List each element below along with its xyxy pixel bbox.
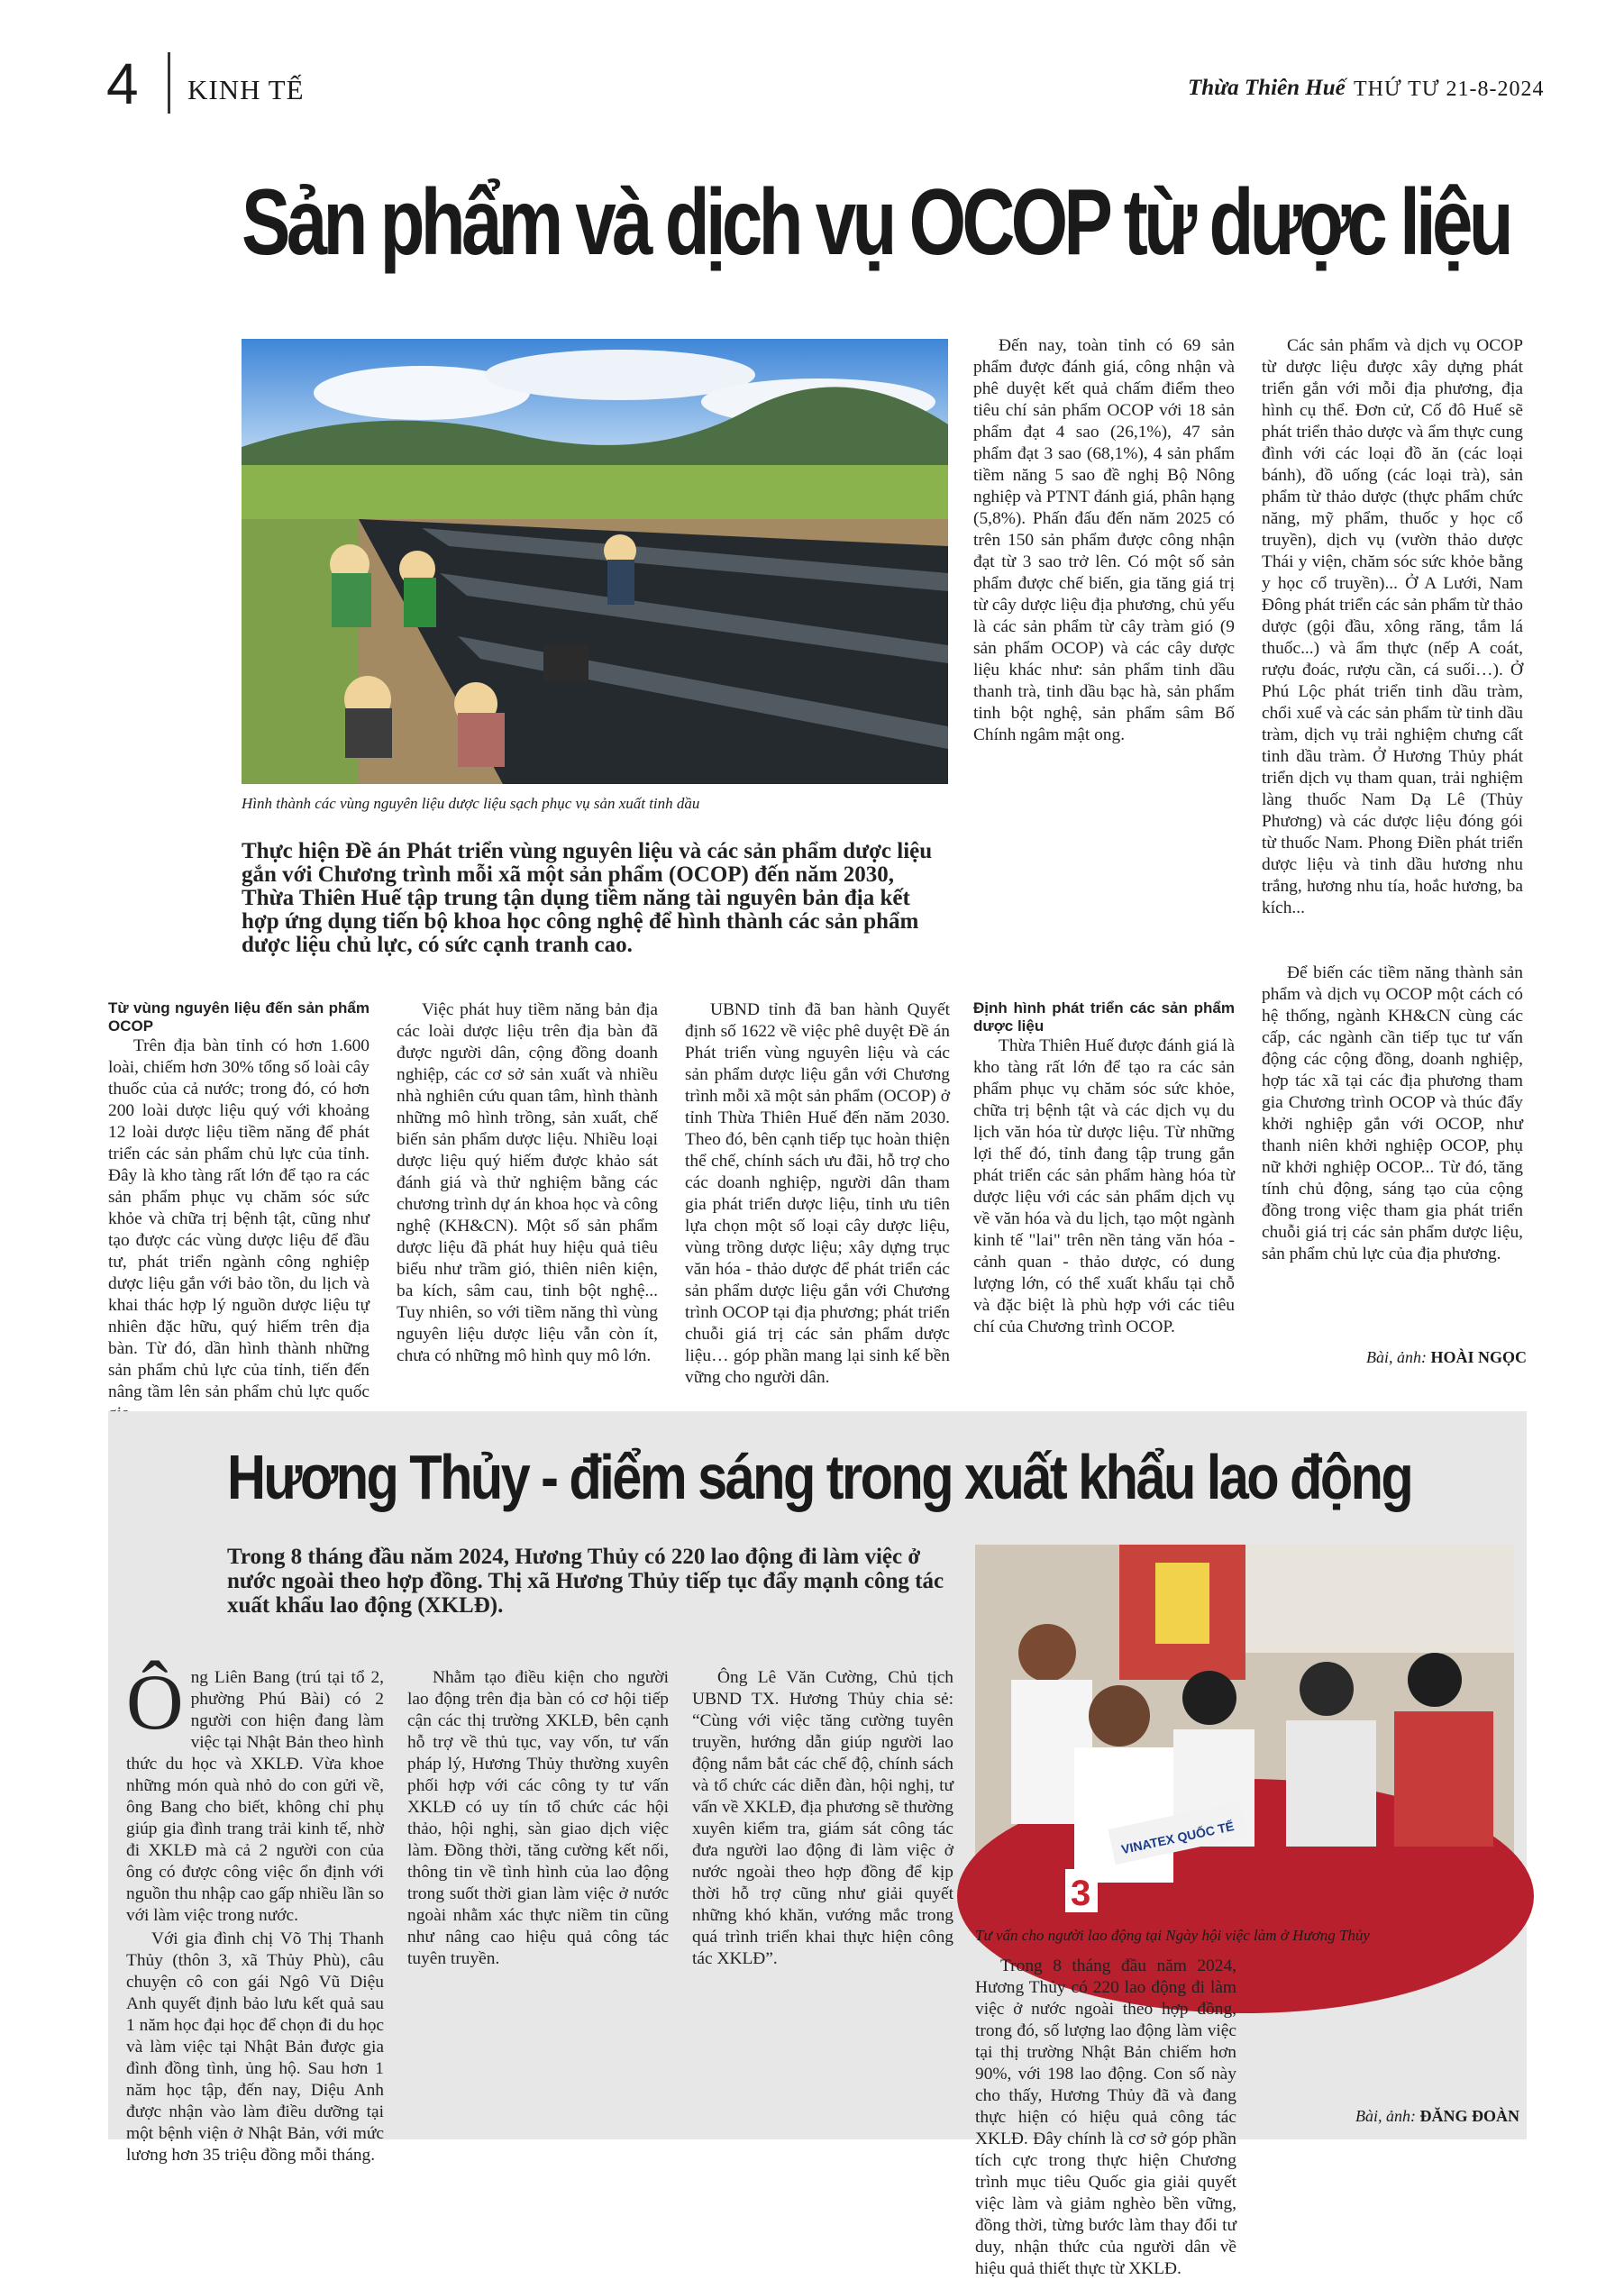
article2-dropcap: Ô	[126, 1659, 184, 1746]
issue-date: THỨ TƯ 21-8-2024	[1354, 78, 1545, 101]
article2-column-2	[407, 1667, 669, 2078]
article1-paragraph-6: Các sản phẩm và dịch vụ OCOP từ dược liệu được xây dựng phát triển gắn với mỗi địa phương, địa hình cụ thể. Đơn cử, Cố đô Huế sẽ phát triển thảo dược và ẩm thực cung đình với các loại đồ ăn (các loại bánh), đồ uống (các loại trà), sản phẩm từ thảo dược (thực phẩm chức năng, mỹ phẩm, thuốc y học cổ truyền), dịch vụ (vườn thảo dược Thái y viện, chăm sóc sức khỏe bằng y học cổ truyền)... Ở A Lưới, Nam Đông phát triển các sản phẩm từ thảo dược (gội đầu, xông răng, tắm lá thuốc...) và ẩm thực (nếp A coát, rượu đoác, rượu cần, cá suối…). Ở Phú Lộc phát triển tinh dầu tràm, chổi xuể và các sản phẩm từ tinh dầu tràm, dịch vụ trải nghiệm chưng cất tinh dầu tràm. Ở Hương Thủy phát triển dịch vụ tham quan, trải nghiệm làng thuốc Nam Dạ Lê (Thủy Phương) và các dược liệu đóng gói từ thuốc Nam. Phong Điền phát triển dược liệu và tinh dầu hương nhu trắng, hương nhu tía, hoắc hương, ba kích...	[1262, 336, 1523, 917]
article2-column-4	[975, 1956, 1236, 2278]
article1-column-4b	[973, 999, 1235, 1392]
article2-byline	[1258, 2107, 1519, 2126]
article2-paragraph-1: ng Liên Bang (trú tại tổ 2, phường Phú Bài) có 2 người con hiện đang làm việc tại Nhật Bản theo hình thức du học và XKLĐ. Vừa khoe những món quà nhỏ do con gửi về, ông Bang cho biết, không chỉ phụ giúp gia đình trang trải kinh tế, nhờ đi XKLĐ mà cả 2 người con của ông có được công việc ổn định với nguồn thu nhập cao gấp nhiều lần so với làm việc trong nước.	[126, 1668, 384, 1925]
article2-column-3	[692, 1667, 953, 2078]
newspaper-name: Thừa Thiên Huế	[1188, 76, 1346, 100]
photo-banner-text: VINATEX QUỐC TẾ	[1119, 1819, 1236, 1857]
article1-photo-herb-field	[242, 339, 948, 784]
article1-paragraph-4: Đến nay, toàn tỉnh có 69 sản phẩm được đánh giá, công nhận và phê duyệt kết quả chấm điểm theo tiêu chí sản phẩm OCOP với 18 sản phẩm đạt 4 sao (26,1%), 47 sản phẩm đạt 3 sao (68,1%), 4 sản phẩm tiềm năng 5 sao đề nghị Bộ Nông nghiệp và PTNT đánh giá, phân hạng (5,8%). Phấn đấu đến năm 2025 có trên 150 sản phẩm được công nhận đạt từ 3 sao trở lên. Có một số sản phẩm được chế biến, gia tăng giá trị từ cây dược liệu địa phương, chủ yếu là các sản phẩm từ cây tràm gió (9 sản phẩm OCOP) và các cây dược liệu khác như: sản phẩm tinh dầu thanh trà, tinh dầu bạc hà, sản phẩm tinh bột nghệ, sản phẩm sâm Bố Chính ngâm mật ong.	[973, 336, 1235, 744]
article1-column-3	[685, 999, 950, 1389]
article1-column-4	[973, 335, 1235, 962]
section-title: KINH TẾ	[187, 74, 305, 105]
article1-byline-author: HOÀI NGỌC	[1430, 1348, 1527, 1366]
article1-paragraph-1: Trên địa bàn tỉnh có hơn 1.600 loài, chiếm hơn 30% tổng số loài cây thuốc của cả nước; trong đó, có hơn 200 loài dược liệu quý với khoảng 12 loài dược liệu tiềm năng để phát triển các sản phẩm chủ lực của tỉnh. Đây là kho tàng rất lớn để tạo ra các sản phẩm phục vụ chăm sóc sức khỏe và chữa trị bệnh tật, cũng như tạo được các vùng dược liệu để đầu tư, phát triển ngành công nghiệp dược liệu gắn với bảo tồn, du lịch và khai thác hợp lý nguồn dược liệu tự nhiên đặc hữu, quý hiếm trên địa bàn. Từ đó, dần hình thành những sản phẩm chủ lực của tỉnh, tiến đến nâng tầm lên sản phẩm chủ lực quốc	[108, 1036, 370, 1401]
article2-photo-caption: Tư vấn cho người lao động tại Ngày hội việc làm ở Hương Thủy	[975, 1927, 1370, 1944]
article2-paragraph-5: Trong 8 tháng đầu năm 2024, Hương Thủy có 220 lao động đi làm việc ở nước ngoài theo hợp đồng, trong đó, số lượng lao động làm việc tại thị trường Nhật Bản chiếm hơn 90%, với 198 lao động. Con số này cho thấy, Hương Thủy đã và đang thực hiện có hiệu quả công tác XKLĐ. Đây chính là cơ sở góp phần tích cực trong thực hiện Chương trình mục tiêu Quốc gia giải quyết việc làm và giảm nghèo bền vững, đồng thời, từng bước làm thay đổi tư duy, nhận thức của người dân về hiệu quả thiết thực từ XKLĐ.	[975, 1956, 1236, 2278]
page-number: 4	[106, 51, 139, 116]
article2-byline-author: ĐĂNG ĐOÀN	[1419, 2107, 1519, 2125]
article1-column-1	[108, 999, 370, 1401]
article1-subhead-1: Từ vùng nguyên liệu đến sản phẩm OCOP	[108, 999, 370, 1035]
article1-paragraph-2: Việc phát huy tiềm năng bản địa các loài dược liệu trên địa bàn đã được người dân, cộng đồng doanh nghiệp, các cơ sở sản xuất và nhiều nhà nghiên cứu quan tâm, hình thành những mô hình trồng, sản xuất, chế biến sản phẩm dược liệu. Nhiều loại dược liệu quý hiếm được khảo sát đánh giá và thử nghiệm bằng các chương trình dự án khoa học và công nghệ (KH&CN). Một số sản phẩm dược liệu đã phát huy hiệu quả tiêu biểu như trầm gió, thiên niên kiện, ba kích, sâm cau, tinh bột nghệ... Tuy nhiên, so với tiềm năng thì vùng nguyên liệu dược liệu vẫn còn ít, chưa có những mô hình quy mô lớn.	[397, 1000, 658, 1365]
article2-paragraph-3: Nhằm tạo điều kiện cho người lao động trên địa bàn có cơ hội tiếp cận các thị trường XKLĐ, bên cạnh hỗ trợ về thủ tục, vay vốn, tư vấn pháp lý, Hương Thủy thường xuyên phối hợp với các công ty tư vấn XKLĐ có uy tín tổ chức các hội thảo, hội nghị, sàn giao dịch việc làm. Đồng thời, tăng cường kết nối, thông tin về tình hình của lao động trong suốt thời gian làm việc ở nước ngoài nhằm xác thực niềm tin cũng như nâng cao hiệu quả công tác tuyên truyền.	[407, 1668, 669, 1968]
article1-photo-caption: Hình thành các vùng nguyên liệu dược liệu sạch phục vụ sản xuất tinh dầu	[242, 795, 700, 812]
article2-photo-job-fair	[975, 1545, 1514, 1914]
article1-paragraph-3: UBND tỉnh đã ban hành Quyết định số 1622 về việc phê duyệt Đề án Phát triển vùng nguyên liệu và các sản phẩm dược liệu gắn với Chương trình mỗi xã một sản phẩm (OCOP) ở tỉnh Thừa Thiên Huế đến năm 2030. Theo đó, bên cạnh tiếp tục hoàn thiện thể chế, chính sách ưu đãi, hỗ trợ cho các doanh nghiệp, người dân tham gia phát triển dược liệu, tỉnh ưu tiên lựa chọn một số loại cây dược liệu, vùng trồng dược liệu; xây dựng trục văn hóa - thảo dược để phát triển các sản phẩm dược liệu gắn với Chương trình OCOP tại địa phương; phát triển chuỗi giá trị các sản phẩm dược liệu… góp phần mang lại sinh kế bền vững cho người dân.	[685, 1000, 950, 1387]
article2-byline-label: Bài, ảnh:	[1355, 2107, 1416, 2125]
article1-paragraph-7: Để biến các tiềm năng thành sản phẩm và dịch vụ OCOP một cách có hệ thống, ngành KH&CN cùng các cấp, các ngành cần tiếp tục tư vấn động các cộng đồng, doanh nghiệp, hợp tác xã tại các địa phương tham gia Chương trình OCOP và thúc đẩy khởi nghiệp gắn với OCOP, như thanh niên khởi nghiệp OCOP, phụ nữ khởi nghiệp OCOP... Từ đó, tăng tính chủ động, sáng tạo của cộng đồng trong việc tham gia phát triển chuỗi giá trị các sản phẩm dược liệu, sản phẩm chủ lực của địa phương.	[1262, 963, 1523, 1263]
article1-lede: Thực hiện Đề án Phát triển vùng nguyên liệu và các sản phẩm dược liệu gắn với Chương trình mỗi xã một sản phẩm (OCOP) đến năm 2030, Thừa Thiên Huế tập trung tận dụng tiềm năng tài nguyên bản địa kết hợp ứng dụng tiến bộ khoa học công nghệ để hình thành các sản phẩm dược liệu chủ lực, có sức cạnh tranh cao.	[242, 839, 933, 957]
article2-headline: Hương Thủy - điểm sáng trong xuất khẩu lao động	[227, 1442, 1412, 1512]
article1-subhead-2: Định hình phát triển các sản phẩm dược liệu	[973, 999, 1235, 1035]
article1-column-2	[397, 999, 658, 1389]
photo-table-number: 3	[1071, 1874, 1091, 1913]
article2-lede: Trong 8 tháng đầu năm 2024, Hương Thủy có 220 lao động đi làm việc ở nước ngoài theo hợp đồng. Thị xã Hương Thủy tiếp tục đẩy mạnh công tác xuất khẩu lao động (XKLĐ).	[227, 1545, 944, 1618]
article1-byline	[1262, 1348, 1527, 1367]
article1-paragraph-5: Thừa Thiên Huế được đánh giá là kho tàng rất lớn để tạo ra các sản phẩm phục vụ chăm sóc sức khỏe, chữa trị bệnh tật và các dịch vụ du lịch văn hóa từ dược liệu. Từ những lợi thế đó, tỉnh đang tập trung gắn phát triển các sản phẩm hàng hóa từ dược liệu với các sản phẩm dịch vụ về văn hóa và du lịch, tạo một ngành kinh tế "lai" trên nền tảng văn hóa - cảnh quan - thảo dược, có dung lượng lớn, có thể xuất khẩu tại chỗ và đặc biệt là phù hợp với các tiêu chí của Chương trình OCOP.	[973, 1036, 1235, 1336]
header-divider	[168, 52, 170, 114]
article1-byline-label: Bài, ảnh:	[1365, 1348, 1427, 1366]
article2-paragraph-4: Ông Lê Văn Cường, Chủ tịch UBND TX. Hương Thủy chia sẻ: “Cùng với việc tăng cường tuyên truyền, hướng dẫn giúp người lao động nắm bắt các chế độ, chính sách và tổ chức các diễn đàn, hội nghị, tư vấn về XKLĐ, địa phương sẽ thường xuyên kiểm tra, giám sát công tác đưa người lao động đi làm việc ở nước ngoài theo hợp đồng để kịp thời hỗ trợ cũng như giải quyết những khó khăn, vướng mắc trong quá trình triển khai thực hiện công tác XKLĐ”.	[692, 1668, 953, 1968]
article1-column-5	[1262, 335, 1523, 1330]
article1-headline: Sản phẩm và dịch vụ OCOP từ dược liệu	[242, 170, 1510, 275]
article2-column-1	[126, 1659, 384, 2165]
article2-paragraph-2: Với gia đình chị Võ Thị Thanh Thủy (thôn 3, xã Thủy Phù), câu chuyện cô con gái Ngô Vũ Diệu Anh quyết định bảo lưu kết quả sau 1 năm học đại học để chọn đi du học và làm việc tại Nhật Bản được gia đình đồng tình, ủng hộ. Sau hơn 1 năm học tập, đến nay, Diệu Anh được nhận vào làm điều dưỡng tại một bệnh viện ở Nhật Bản, với mức lương hơn 35 triệu đồng mỗi tháng.	[126, 1929, 384, 2165]
